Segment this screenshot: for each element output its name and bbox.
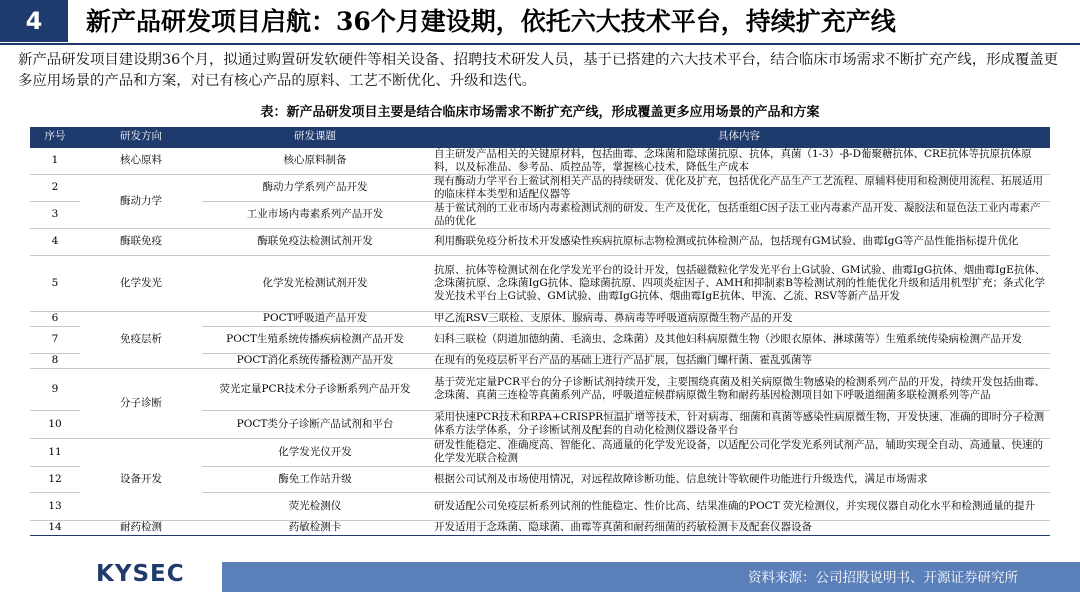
row-topic: 药敏检测卡 xyxy=(202,520,428,535)
row-content: 自主研发产品相关的关键原材料，包括曲霉、念珠菌和隐球菌抗原、抗体，真菌（1-3）-β-D葡聚糖抗体、CRE抗体等抗原抗体原料，以及标准品、参考品、质控品等，掌握核心技术，降低生产成本 xyxy=(428,147,1050,174)
row-no: 13 xyxy=(30,492,80,520)
table-row xyxy=(30,520,1050,535)
table-header-row xyxy=(30,127,1050,147)
row-direction: 核心原料 xyxy=(80,147,202,174)
row-direction: 分子诊断 xyxy=(80,368,202,438)
row-content: 现有酶动力学平台上鲎试剂相关产品的持续研发、优化及扩充，包括优化产品生产工艺流程、原辅料使用和检测使用流程、拓展适用的临床样本类型和适配仪器等 xyxy=(428,174,1050,201)
row-direction: 酶动力学 xyxy=(80,174,202,228)
row-no: 6 xyxy=(30,311,80,326)
column-header-direction: 研发方向 xyxy=(80,127,202,147)
row-direction: 免疫层析 xyxy=(80,311,202,368)
row-no: 7 xyxy=(30,326,80,353)
row-no: 10 xyxy=(30,410,80,438)
kysec-logo: KYSEC xyxy=(96,561,185,587)
table-row xyxy=(30,255,1050,311)
row-direction: 化学发光 xyxy=(80,255,202,311)
column-header-content: 具体内容 xyxy=(428,127,1050,147)
row-content: 甲乙流RSV三联检、支原体、腺病毒、鼻病毒等呼吸道病原微生物产品的开发 xyxy=(428,311,1050,326)
row-topic: POCT消化系统传播检测产品开发 xyxy=(202,353,428,368)
row-no: 3 xyxy=(30,201,80,228)
table-row xyxy=(30,147,1050,174)
row-no: 8 xyxy=(30,353,80,368)
source-note: 资料来源：公司招股说明书、开源证券研究所 xyxy=(748,570,1018,586)
row-direction: 酶联免疫 xyxy=(80,228,202,255)
row-topic: POCT生殖系统传播疾病检测产品开发 xyxy=(202,326,428,353)
row-topic: 酶动力学系列产品开发 xyxy=(202,174,428,201)
intro-paragraph: 新产品研发项目建设期36个月，拟通过购置研发软硬件等相关设备、招聘技术研发人员，基于已搭建的六大技术平台，结合临床市场需求不断扩充产线，形成覆盖更多应用场景的产品和方案，对已有核心产品的原料、工艺不断优化、升级和迭代。 xyxy=(18,52,1059,89)
column-header-no: 序号 xyxy=(30,127,80,147)
row-content: 基于鲎试剂的工业市场内毒素检测试剂的研发、生产及优化，包括重组C因子法工业内毒素产品开发、凝胶法和显色法工业内毒素产品的优化 xyxy=(428,201,1050,228)
row-content: 研发适配公司免疫层析系列试剂的性能稳定、性价比高、结果准确的POCT 荧光检测仪，并实现仪器自动化水平和检测通量的提升 xyxy=(428,492,1050,520)
row-no: 4 xyxy=(30,228,80,255)
row-no: 14 xyxy=(30,520,80,535)
row-no: 11 xyxy=(30,438,80,466)
table-row xyxy=(30,368,1050,410)
title-divider xyxy=(0,43,1080,45)
row-content: 妇科三联检（阴道加德纳菌、毛滴虫、念珠菌）及其他妇科病原微生物（沙眼衣原体、淋球菌等）生殖系统传染病检测产品开发 xyxy=(428,326,1050,353)
row-topic: 化学发光仪开发 xyxy=(202,438,428,466)
rd-projects-table xyxy=(30,127,1050,536)
row-content: 开发适用于念珠菌、隐球菌、曲霉等真菌和耐药细菌的药敏检测卡及配套仪器设备 xyxy=(428,520,1050,535)
table-row xyxy=(30,174,1050,201)
column-header-topic: 研发课题 xyxy=(202,127,428,147)
row-topic: POCT呼吸道产品开发 xyxy=(202,311,428,326)
row-topic: 荧光检测仪 xyxy=(202,492,428,520)
row-content: 根据公司试剂及市场使用情况，对远程故障诊断功能、信息统计等软硬件功能进行升级迭代，满足市场需求 xyxy=(428,466,1050,492)
row-topic: 化学发光检测试剂开发 xyxy=(202,255,428,311)
page-title: 新产品研发项目启航：36个月建设期，依托六大技术平台，持续扩充产线 xyxy=(86,7,896,36)
row-no: 5 xyxy=(30,255,80,311)
row-content: 利用酶联免疫分析技术开发感染性疾病抗原标志物检测或抗体检测产品，包括现有GM试验、曲霉IgG等产品性能指标提升优化 xyxy=(428,228,1050,255)
row-content: 在现有的免疫层析平台产品的基础上进行产品扩展，包括幽门螺杆菌、霍乱弧菌等 xyxy=(428,353,1050,368)
table-row xyxy=(30,438,1050,466)
row-content: 基于荧光定量PCR平台的分子诊断试剂持续开发，主要围绕真菌及相关病原微生物感染的检测系列产品的开发，持续开发包括曲霉、念珠菌、真菌三连检等真菌系列产品，呼吸道症候群病原微生物和耐药基因检测项目如下呼吸道细菌多联检测系列等产品 xyxy=(428,368,1050,410)
row-topic: 酶免工作站升级 xyxy=(202,466,428,492)
row-topic: 工业市场内毒素系列产品开发 xyxy=(202,201,428,228)
row-topic: 核心原料制备 xyxy=(202,147,428,174)
row-no: 2 xyxy=(30,174,80,201)
table-row xyxy=(30,228,1050,255)
row-no: 12 xyxy=(30,466,80,492)
row-no: 9 xyxy=(30,368,80,410)
row-topic: 荧光定量PCR技术分子诊断系列产品开发 xyxy=(202,368,428,410)
row-content: 采用快速PCR技术和RPA+CRISPR恒温扩增等技术，针对病毒、细菌和真菌等感染性病原微生物，开发快速、准确的即时分子检测体系方法学体系，分子诊断试剂及配套的自动化检测仪器设备平台 xyxy=(428,410,1050,438)
row-topic: 酶联免疫法检测试剂开发 xyxy=(202,228,428,255)
row-no: 1 xyxy=(30,147,80,174)
row-direction: 耐药检测 xyxy=(80,520,202,535)
table-caption: 表：新产品研发项目主要是结合临床市场需求不断扩充产线，形成覆盖更多应用场景的产品和方案 xyxy=(260,105,820,120)
page-number-badge: 4 xyxy=(0,0,68,42)
row-direction: 设备开发 xyxy=(80,438,202,520)
table-row xyxy=(30,311,1050,326)
row-content: 抗原、抗体等检测试剂在化学发光平台的设计开发，包括磁微粒化学发光平台上G试验、GM试验、曲霉IgG抗体、烟曲霉IgE抗体、念珠菌抗原、念珠菌IgG抗体、隐球菌抗原、四项炎症因子、AMH和抑制素B等检测试剂的性能优化升级和适用机型扩充；条式化学发光技术平台上G试验、GM试验、曲霉IgG抗体、烟曲霉IgE抗体、甲流、乙流、RSV等新产品开发 xyxy=(428,255,1050,311)
row-topic: POCT类分子诊断产品试剂和平台 xyxy=(202,410,428,438)
row-content: 研发性能稳定、准确度高、智能化、高通量的化学发光设备，以适配公司化学发光系列试剂产品，辅助实现全自动、高通量、快速的化学发光联合检测 xyxy=(428,438,1050,466)
